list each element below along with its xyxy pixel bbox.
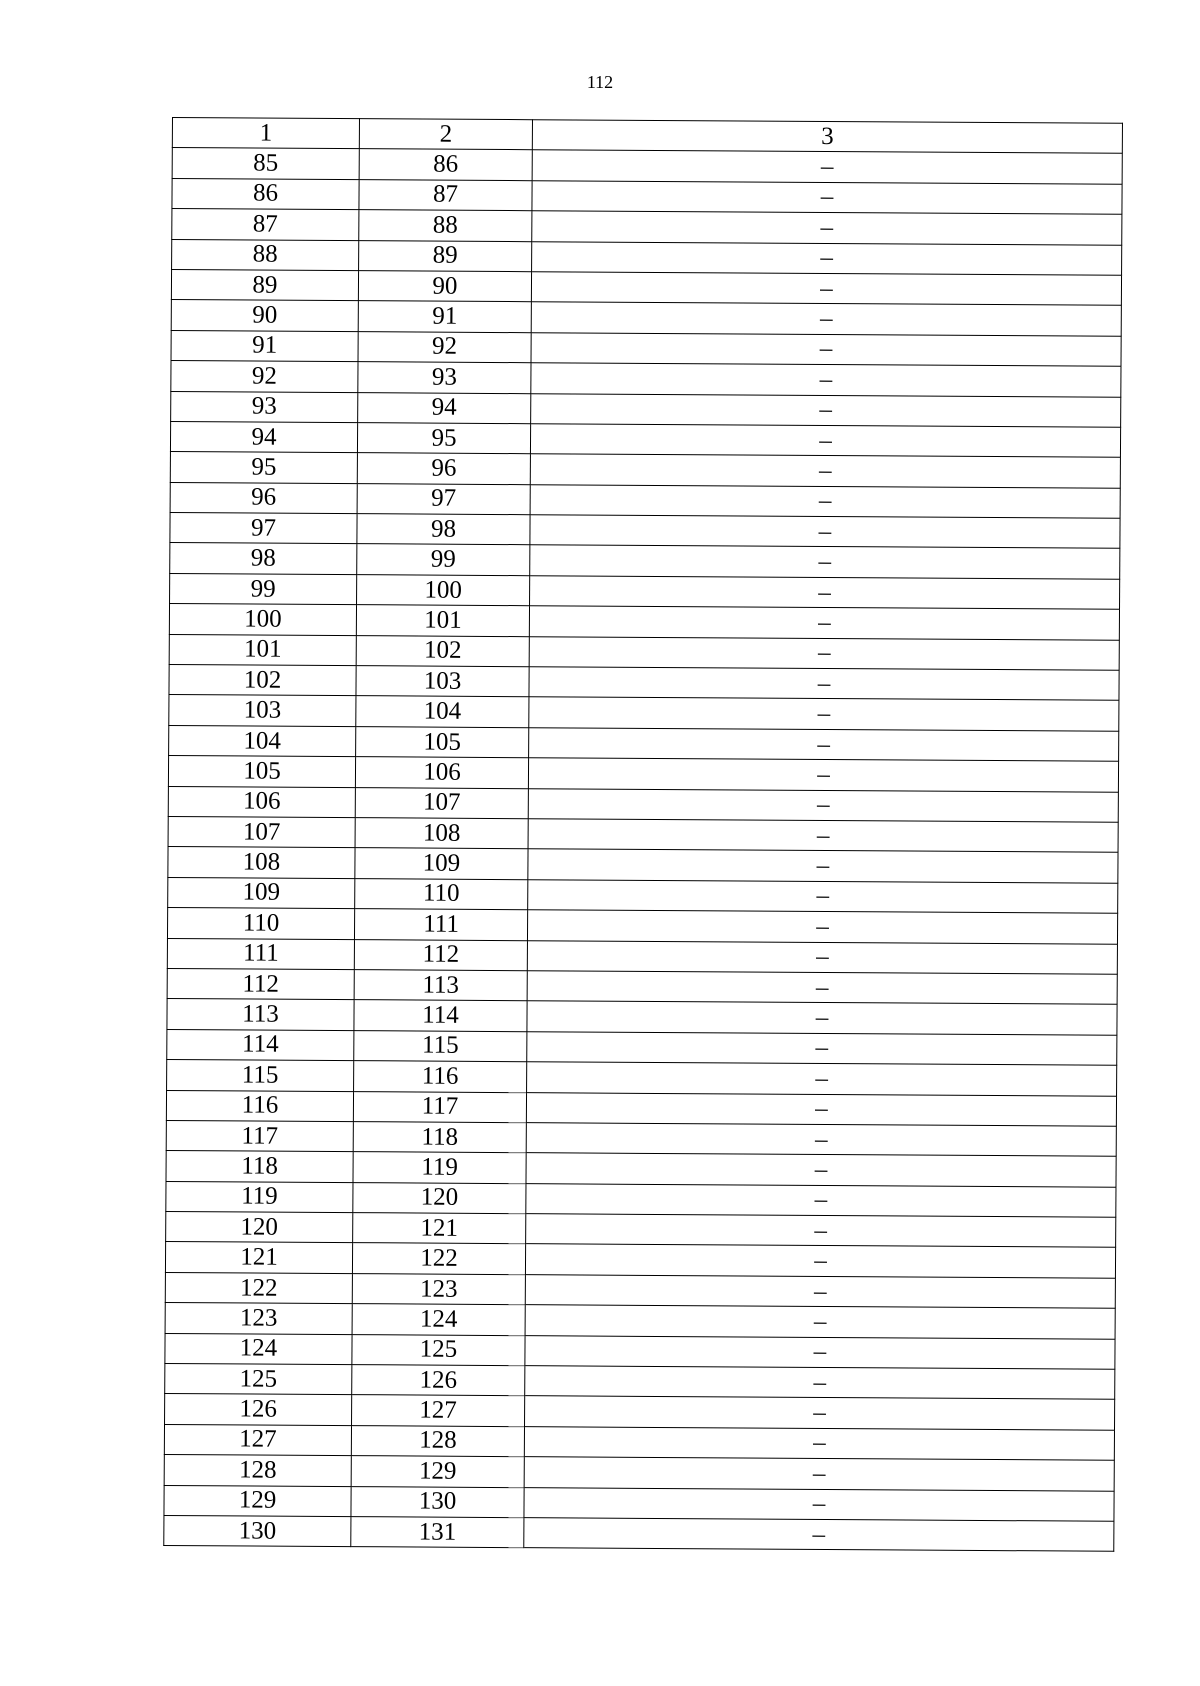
data-table [163,117,1123,1552]
table-cell-col-2: 131 [351,1517,524,1548]
table-cell-col-2: 90 [358,271,531,302]
table-cell-col-1: 111 [167,938,354,970]
table-cell-col-1: 105 [168,756,355,788]
table-cell-col-1: 98 [170,543,357,575]
table-cell-col-1: 116 [166,1090,353,1122]
table-cell-col-2: 112 [354,939,527,970]
table-cell-col-3: – [527,971,1117,1005]
table-cell-col-3: – [527,1001,1117,1035]
table-cell-col-1: 110 [167,908,354,940]
table-cell-col-2: 125 [352,1334,525,1365]
table-cell-col-1: 122 [165,1272,352,1304]
table-cell-col-3: – [524,1518,1114,1552]
table-cell-col-2: 118 [353,1122,526,1153]
table-cell-col-2: 116 [354,1061,527,1092]
table-cell-col-1: 127 [164,1424,351,1456]
table-cell-col-1: 92 [171,361,358,393]
table-cell-col-1: 94 [170,421,357,453]
table-cell-col-3: – [526,1153,1116,1187]
table-cell-col-1: 95 [170,452,357,484]
table-cell-col-3: – [530,424,1120,458]
table-cell-col-1: 119 [166,1181,353,1213]
table-cell-col-1: 93 [171,391,358,423]
table-cell-col-3: – [527,940,1117,974]
table-cell-col-3: – [529,728,1119,762]
table-cell-col-2: 94 [358,392,531,423]
column-header-1: 1 [172,118,359,150]
table-cell-col-1: 125 [165,1363,352,1395]
table-cell-col-1: 118 [166,1151,353,1183]
table-cell-col-1: 86 [172,178,359,210]
table-cell-col-3: – [527,1031,1117,1065]
table-cell-col-3: – [528,758,1118,792]
table-cell-col-3: – [531,393,1121,427]
column-header-2: 2 [359,119,532,150]
table-cell-col-2: 126 [352,1365,525,1396]
table-cell-col-2: 87 [359,179,532,210]
table-cell-col-1: 112 [167,968,354,1000]
table-cell-col-2: 121 [353,1213,526,1244]
table-cell-col-2: 107 [355,787,528,818]
table-cell-col-1: 89 [171,269,358,301]
table-cell-col-1: 108 [168,847,355,879]
table-cell-col-1: 128 [164,1455,351,1487]
table-cell-col-3: – [528,819,1118,853]
table-cell-col-2: 95 [357,423,530,454]
column-header-3: 3 [532,120,1122,154]
table-cell-col-2: 108 [355,818,528,849]
table-cell-col-2: 123 [352,1273,525,1304]
page-number: 112 [586,72,614,92]
table-cell-col-2: 106 [355,757,528,788]
table-cell-col-3: – [530,515,1120,549]
table-cell-col-3: – [526,1092,1116,1126]
table-cell-col-3: – [530,484,1120,518]
table-cell-col-2: 88 [359,210,532,241]
table-cell-col-2: 89 [359,240,532,271]
table-cell-col-3: – [531,302,1121,336]
table-cell-col-1: 109 [168,877,355,909]
table-cell-col-2: 96 [357,453,530,484]
table-cell-col-2: 120 [353,1182,526,1213]
table-cell-col-3: – [532,180,1122,214]
table-body [164,118,1123,1552]
table-cell-col-2: 99 [357,544,530,575]
table-cell-col-1: 91 [171,330,358,362]
table-cell-col-3: – [527,1062,1117,1096]
table-cell-col-2: 86 [359,149,532,180]
table-cell-col-1: 115 [167,1060,354,1092]
table-cell-col-3: – [529,606,1119,640]
table-cell-col-1: 96 [170,482,357,514]
table-cell-col-2: 105 [356,726,529,757]
table-cell-col-2: 128 [351,1425,524,1456]
table-cell-col-3: – [527,910,1117,944]
table-cell-col-1: 103 [169,695,356,727]
table-cell-col-3: – [528,849,1118,883]
table-cell-col-2: 110 [355,878,528,909]
table-cell-col-3: – [525,1366,1115,1400]
table-cell-col-1: 90 [171,300,358,332]
table-cell-col-3: – [532,241,1122,275]
table-cell-col-1: 100 [169,604,356,636]
table-cell-col-2: 115 [354,1030,527,1061]
table-cell-col-1: 85 [172,148,359,180]
table-cell-col-1: 102 [169,665,356,697]
table-cell-col-3: – [526,1183,1116,1217]
table-cell-col-1: 124 [165,1333,352,1365]
table-cell-col-2: 111 [354,909,527,940]
table-cell-col-1: 120 [166,1212,353,1244]
table-cell-col-3: – [532,150,1122,184]
table-cell-col-1: 106 [168,786,355,818]
table-cell-col-1: 129 [164,1485,351,1517]
table-cell-col-2: 100 [357,574,530,605]
table-cell-col-3: – [530,545,1120,579]
table-cell-col-2: 122 [352,1243,525,1274]
table-cell-col-3: – [529,636,1119,670]
table-cell-col-2: 124 [352,1304,525,1335]
table-cell-col-2: 127 [352,1395,525,1426]
table-cell-col-3: – [525,1275,1115,1309]
table-cell-col-3: – [528,788,1118,822]
table-cell-col-1: 130 [164,1515,351,1547]
table-cell-col-3: – [524,1457,1114,1491]
table-cell-col-1: 123 [165,1303,352,1335]
table-cell-col-2: 93 [358,362,531,393]
table-cell-col-2: 117 [353,1091,526,1122]
table-cell-col-2: 97 [357,483,530,514]
table-cell-col-2: 101 [356,605,529,636]
table-cell-col-3: – [528,879,1118,913]
table-cell-col-3: – [530,576,1120,610]
table-cell-col-1: 97 [170,513,357,545]
table-row [164,1515,1114,1551]
table-cell-col-3: – [531,272,1121,306]
table-cell-col-2: 109 [355,848,528,879]
table-cell-col-2: 98 [357,514,530,545]
table-cell-col-2: 119 [353,1152,526,1183]
table-cell-col-3: – [529,667,1119,701]
table-cell-col-3: – [531,363,1121,397]
table-cell-col-2: 91 [358,301,531,332]
table-cell-col-3: – [525,1335,1115,1369]
table-cell-col-2: 92 [358,331,531,362]
table-cell-col-1: 104 [169,725,356,757]
table-cell-col-1: 88 [172,239,359,271]
table-cell-col-3: – [525,1244,1115,1278]
table-cell-col-2: 113 [354,970,527,1001]
table-cell-col-3: – [530,454,1120,488]
table-cell-col-3: – [526,1123,1116,1157]
table-cell-col-2: 130 [351,1486,524,1517]
table-cell-col-2: 104 [356,696,529,727]
table-cell-col-2: 103 [356,666,529,697]
table-cell-col-3: – [524,1426,1114,1460]
table-cell-col-3: – [526,1214,1116,1248]
table-cell-col-1: 107 [168,816,355,848]
table-cell-col-3: – [525,1396,1115,1430]
table-cell-col-1: 113 [167,999,354,1031]
table-cell-col-3: – [525,1305,1115,1339]
table-cell-col-1: 114 [167,1029,354,1061]
table-cell-col-3: – [524,1487,1114,1521]
table-cell-col-2: 114 [354,1000,527,1031]
table-cell-col-3: – [532,211,1122,245]
table-cell-col-1: 117 [166,1120,353,1152]
table-cell-col-1: 99 [170,573,357,605]
table-cell-col-2: 129 [351,1456,524,1487]
table-cell-col-1: 121 [165,1242,352,1274]
table-cell-col-1: 101 [169,634,356,666]
table-cell-col-1: 126 [165,1394,352,1426]
table-cell-col-3: – [531,332,1121,366]
table-cell-col-3: – [529,697,1119,731]
table-cell-col-1: 87 [172,209,359,241]
table-cell-col-2: 102 [356,635,529,666]
